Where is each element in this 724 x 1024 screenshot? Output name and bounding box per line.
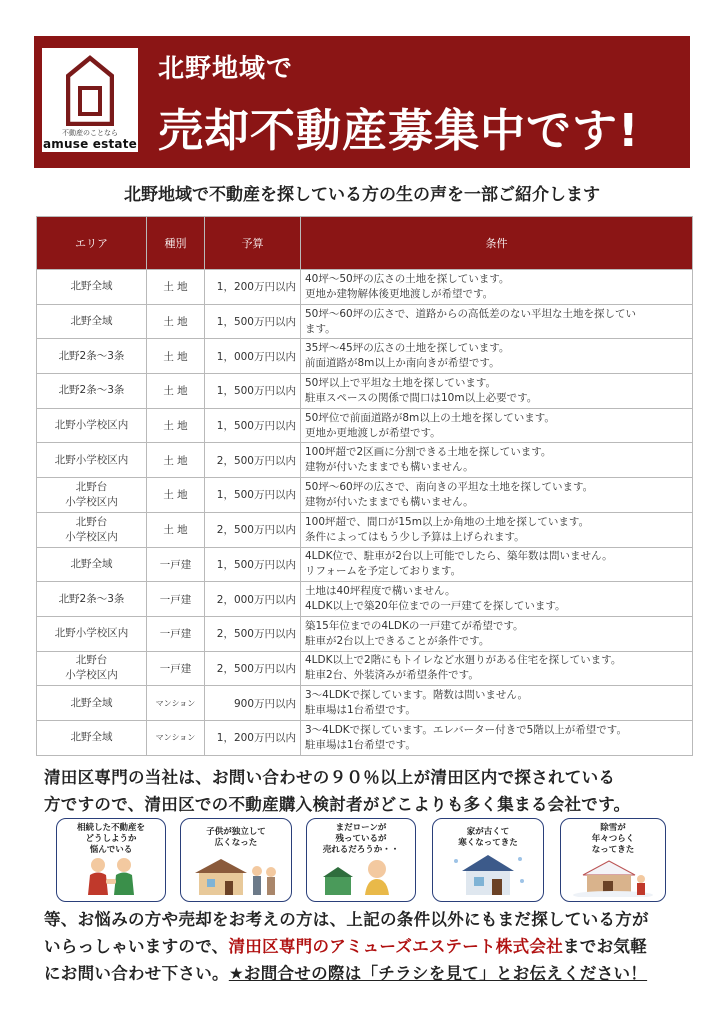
bubble-text-line: まだローンが: [335, 823, 387, 833]
cell-type: 土 地: [147, 270, 205, 305]
cell-conditions: 50坪位で前面道路が8m以上の土地を探しています。 更地か更地渡しが希望です。: [301, 408, 693, 443]
cell-area: 北野台 小学校区内: [37, 651, 147, 686]
table-row: [37, 686, 693, 721]
cell-type: マンション: [147, 686, 205, 721]
table-row: [37, 512, 693, 547]
cell-budget: 1，500万円以内: [205, 374, 301, 409]
cell-area: 北野台 小学校区内: [37, 512, 147, 547]
bubble-text-line: 子供が独立して: [206, 827, 266, 837]
cell-budget: 1，200万円以内: [205, 270, 301, 305]
bubble-text-line: 年々つらく: [591, 834, 635, 844]
table-row: [37, 304, 693, 339]
cell-area: 北野小学校区内: [37, 616, 147, 651]
cell-type: 土 地: [147, 408, 205, 443]
concern-bubble-old-house: [432, 818, 544, 902]
concern-bubble-loan: [306, 818, 416, 902]
house-logo-icon: [66, 54, 114, 126]
cell-area: 北野全域: [37, 686, 147, 721]
table-row: [37, 408, 693, 443]
cell-conditions: 3～4LDKで探しています。エレバーター付きで5階以上が希望です。 駐車場は1台希望です。: [301, 720, 693, 755]
cell-area: 北野台 小学校区内: [37, 478, 147, 513]
col-header-conditions: 条件: [301, 217, 693, 270]
cell-budget: 900万円以内: [205, 686, 301, 721]
closing-line: [44, 933, 694, 960]
cell-conditions: 50坪以上で平坦な土地を探しています。 駐車スペースの関係で間口は10m以上必要です。: [301, 374, 693, 409]
table-row: [37, 547, 693, 582]
cell-area: 北野2条～3条: [37, 582, 147, 617]
bubble-text-line: なってきた: [591, 845, 635, 855]
company-logo: [42, 48, 138, 152]
cell-conditions: 土地は40坪程度で構いません。 4LDK以上で築20年位までの一戸建てを探しています。: [301, 582, 693, 617]
cell-budget: 2，000万円以内: [205, 582, 301, 617]
company-name: 清田区専門のアミューズエステート株式会社: [228, 937, 563, 956]
cell-conditions: 50坪～60坪の広さで、南向きの平坦な土地を探しています。 建物が付いたままでも構いません。: [301, 478, 693, 513]
cell-conditions: 4LDK以上で2階にもトイレなど水廻りがある住宅を探しています。 駐車2台、外装済みが希望条件です。: [301, 651, 693, 686]
concern-bubble-snow: [560, 818, 666, 902]
cell-type: 一戸建: [147, 547, 205, 582]
cell-area: 北野全域: [37, 270, 147, 305]
cell-area: 北野2条～3条: [37, 374, 147, 409]
cell-budget: 2，500万円以内: [205, 616, 301, 651]
table-row: [37, 270, 693, 305]
cell-type: 土 地: [147, 478, 205, 513]
cell-budget: 2，500万円以内: [205, 512, 301, 547]
notice-line: 清田区専門の当社は、お問い合わせの９０％以上が清田区内で探されている: [44, 768, 616, 787]
cell-area: 北野小学校区内: [37, 408, 147, 443]
bubble-text-line: どうしようか: [85, 834, 137, 844]
logo-tagline: 不動産のことなら: [62, 129, 118, 137]
headline-main: 売却不動産募集中です!: [158, 104, 640, 157]
cell-area: 北野小学校区内: [37, 443, 147, 478]
cell-type: 土 地: [147, 304, 205, 339]
table-row: [37, 478, 693, 513]
bubble-text-line: 相続した不動産を: [76, 823, 145, 833]
worried-person-icon: [321, 855, 401, 897]
cell-budget: 1，500万円以内: [205, 408, 301, 443]
cell-type: 一戸建: [147, 651, 205, 686]
cell-budget: 1，500万円以内: [205, 547, 301, 582]
cell-budget: 1，500万円以内: [205, 478, 301, 513]
cell-conditions: 3～4LDKで探しています。階数は問いません。 駐車場は1台希望です。: [301, 686, 693, 721]
cell-area: 北野全域: [37, 720, 147, 755]
bubble-text-line: 家が古くて: [466, 827, 510, 837]
notice-line: 方ですので、清田区での不動産購入検討者がどこよりも多く集まる会社です。: [44, 795, 631, 814]
cell-budget: 1，000万円以内: [205, 339, 301, 374]
headline-top: 北野地域で: [158, 54, 294, 84]
cell-type: 土 地: [147, 339, 205, 374]
col-header-area: エリア: [37, 217, 147, 270]
cell-conditions: 100坪超で、間口が15m以上か角地の土地を探しています。 条件によってはもう少し予算は上げられます。: [301, 512, 693, 547]
cell-type: 土 地: [147, 374, 205, 409]
bubble-text-line: 悩んでいる: [89, 845, 133, 855]
concern-bubble-children: [180, 818, 292, 902]
handshake-icon: [76, 855, 146, 897]
bubble-text-line: 売れるだろうか・・: [322, 845, 400, 855]
table-row: [37, 374, 693, 409]
subtitle: 北野地域で不動産を探している方の生の声を一部ご紹介します: [124, 185, 600, 205]
bubble-text-line: 除雪が: [600, 823, 626, 833]
call-to-action: ★お問合せの際は「チラシを見て」とお伝えください！: [228, 964, 648, 983]
cell-budget: 2，500万円以内: [205, 443, 301, 478]
closing-line: [44, 960, 694, 987]
concern-bubble-inheritance: [56, 818, 166, 902]
cell-budget: 1，500万円以内: [205, 304, 301, 339]
closing-text: にお問い合わせ下さい。: [44, 964, 229, 983]
cell-type: 一戸建: [147, 616, 205, 651]
cell-area: 北野2条～3条: [37, 339, 147, 374]
logo-name: amuse estate: [43, 137, 137, 151]
header-banner: [34, 36, 690, 168]
cell-budget: 1，200万円以内: [205, 720, 301, 755]
cell-type: 土 地: [147, 512, 205, 547]
bubble-text-line: 残っているが: [335, 834, 387, 844]
bubble-text-line: 広くなった: [214, 838, 258, 848]
cell-conditions: 4LDK位で、駐車が2台以上可能でしたら、築年数は問いません。 リフォームを予定しております。: [301, 547, 693, 582]
family-house-icon: [191, 855, 281, 897]
table-row: [37, 720, 693, 755]
cell-conditions: 100坪超で2区画に分割できる土地を探しています。 建物が付いたままでも構いません。: [301, 443, 693, 478]
cell-area: 北野全域: [37, 304, 147, 339]
cell-conditions: 40坪～50坪の広さの土地を探しています。 更地か建物解体後更地渡しが希望です。: [301, 270, 693, 305]
cell-type: マンション: [147, 720, 205, 755]
closing-text: いらっしゃいますので、: [44, 937, 229, 956]
table-row: [37, 582, 693, 617]
table-row: [37, 443, 693, 478]
cell-type: 土 地: [147, 443, 205, 478]
cell-conditions: 築15年位までの4LDKの一戸建てが希望です。 駐車が2台以上できることが条件です。: [301, 616, 693, 651]
closing-message: [44, 906, 694, 987]
cell-type: 一戸建: [147, 582, 205, 617]
cold-house-icon: [448, 851, 528, 897]
closing-text: までお気軽: [563, 937, 647, 956]
cell-conditions: 35坪～45坪の広さの土地を探しています。 前面道路が8m以上か南向きが希望です。: [301, 339, 693, 374]
closing-line: 等、お悩みの方や売却をお考えの方は、上記の条件以外にもまだ探している方が: [44, 910, 649, 929]
company-notice: [44, 764, 694, 818]
snow-house-icon: [573, 857, 653, 897]
cell-conditions: 50坪～60坪の広さで、道路からの高低差のない平坦な土地を探してい ます。: [301, 304, 693, 339]
bubble-text-line: 寒くなってきた: [458, 838, 518, 848]
table-row: [37, 651, 693, 686]
col-header-budget: 予算: [205, 217, 301, 270]
table-row: [37, 339, 693, 374]
col-header-type: 種別: [147, 217, 205, 270]
table-row: [37, 616, 693, 651]
table-header-row: [37, 217, 693, 270]
cell-budget: 2，500万円以内: [205, 651, 301, 686]
cell-area: 北野全域: [37, 547, 147, 582]
buyer-request-table: [36, 216, 693, 756]
table-body: [37, 270, 693, 756]
